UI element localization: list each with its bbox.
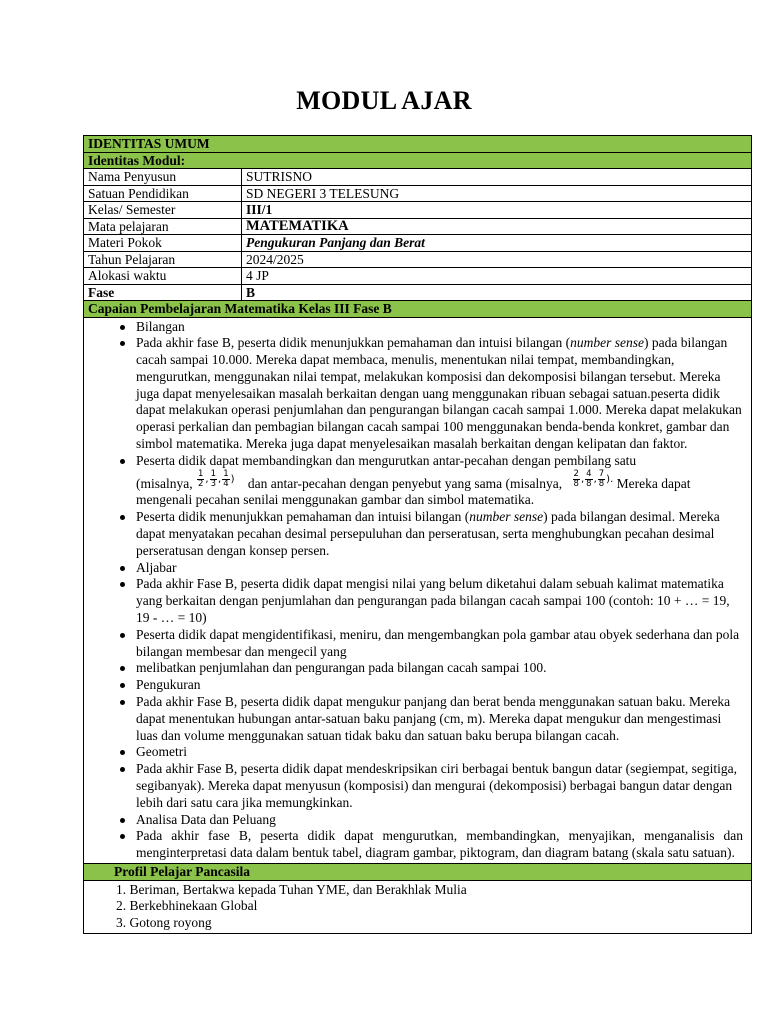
fraction-group-unit: $\frac{1}{2}$ , $\frac{1}{3}$ , $\frac{1}{4}$ ) (198, 468, 235, 489)
document-title: MODUL AJAR (296, 86, 472, 115)
row-label: Kelas/ Semester (84, 202, 242, 218)
identitas-modul-label: Identitas Modul: (88, 152, 186, 168)
list-item: Pada akhir Fase B, peserta didik dapat mengisi nilai yang belum diketahui dalam sebuah kalimat matematika yang berkaitan dengan penjumlahan dan pengurangan pada bilangan cacah sampai 100 (contoh: 10 + … = 19, 19 - … = 10) (118, 576, 743, 626)
section-header-identitas-umum (84, 136, 751, 153)
list-item: Peserta didik dapat membandingkan dan mengurutkan antar-pecahan dengan pembilang satu (misalnya, $\frac{1}{2}$ , $\frac{1}{3}$ , $\frac{1}{4}$ ) dan antar-pecahan dengan penyebut yang sama (misalnya, $\frac{2}{8}$ , $\frac{4}{8}$ , $\frac{7}{8}$ ). Mereka dapat mengenali pecahan senilai menggunakan gambar dan simbol matematika. (118, 453, 743, 509)
list-item: Pada akhir Fase B, peserta didik dapat mengukur panjang dan berat benda menggunakan satuan baku. Mereka dapat menentukan hubungan antar-satuan baku panjang (cm, m). Mereka dapat mengukur dan mengestimasi luas dan volume menggunakan satuan tidak baku dan satuan baku berupa bilangan cacah. (118, 694, 743, 744)
table-row (84, 202, 751, 219)
row-value: B (246, 284, 256, 300)
table-row (84, 169, 751, 186)
list-item: Pada akhir fase B, peserta didik menunjukkan pemahaman dan intuisi bilangan (number sense) pada bilangan cacah sampai 10.000. Mereka dapat membaca, menulis, menentukan nilai tempat, membandingkan, mengurutkan, menggunakan nilai tempat, melakukan komposisi dan dekomposisi bilangan tersebut. Mereka juga dapat menyelesaikan masalah berkaitan dengan uang menggunakan ribuan sebagai satuan.peserta didik dapat melakukan operasi penjumlahan dan pengurangan bilangan cacah sampai 1.000. Mereka dapat melakukan operasi perkalian dan pembagian bilangan cacah sampai 100 menggunakan benda-benda konkret, gambar dan simbol matematika. Mereka juga dapat menyelesaikan masalah berkaitan dengan kelipatan dan faktor. (118, 335, 743, 453)
list-item: Analisa Data dan Peluang (118, 812, 743, 829)
identity-table (83, 135, 752, 934)
list-item: Geometri (118, 744, 743, 761)
profil-title: Profil Pelajar Pancasila (114, 864, 250, 879)
table-row (84, 219, 751, 236)
table-row (84, 235, 751, 252)
row-label: Mata pelajaran (84, 219, 242, 235)
row-label: Tahun Pelajaran (84, 252, 242, 268)
section-header-profil (84, 864, 751, 881)
list-item: melibatkan penjumlahan dan pengurangan pada bilangan cacah sampai 100. (118, 660, 743, 677)
list-item: Peserta didik menunjukkan pemahaman dan intuisi bilangan (number sense) pada bilangan desimal. Mereka dapat menyatakan pecahan desimal persepuluhan dan perseratusan, serta menghubungkan pecahan desimal perseratusan dengan konsep persen. (118, 509, 743, 559)
row-value: SUTRISNO (246, 169, 313, 184)
list-item: Pada akhir Fase B, peserta didik dapat mendeskripsikan ciri berbagai bentuk bangun datar (segiempat, segitiga, segibanyak). Mereka dapat menyusun (komposisi) dan mengurai (dekomposisi) berbagai bangun datar dengan lebih dari satu cara jika memungkinkan. (118, 761, 743, 811)
list-item: Peserta didik dapat mengidentifikasi, meniru, dan mengembangkan pola gambar atau obyek sederhana dan pola bilangan membesar dan mengecil yang (118, 627, 743, 661)
row-value: MATEMATIKA (246, 217, 349, 234)
section-header-capaian (84, 301, 751, 318)
list-item: Pengukuran (118, 677, 743, 694)
list-item: Pada akhir fase B, peserta didik dapat mengurutkan, membandingkan, menyajikan, menganalisis dan menginterpretasi data dalam bentuk tabel, diagram gambar, piktogram, dan diagram batang (skala satu satuan). (118, 828, 743, 862)
capaian-title: Capaian Pembelajaran Matematika Kelas III Fase B (88, 301, 392, 316)
row-value: III/1 (246, 202, 273, 217)
row-label: Materi Pokok (84, 235, 242, 251)
list-item: Aljabar (118, 560, 743, 577)
row-label: Satuan Pendidikan (84, 186, 242, 202)
list-item: Bilangan (118, 319, 743, 336)
capaian-content (84, 318, 751, 865)
row-value: SD NEGERI 3 TELESUNG (246, 185, 400, 201)
list-item: 1. Beriman, Bertakwa kepada Tuhan YME, dan Berakhlak Mulia (116, 881, 467, 897)
fraction-group-same-denominator: $\frac{2}{8}$ , $\frac{4}{8}$ , $\frac{7}{8}$ ). (573, 468, 614, 489)
profil-content (84, 881, 751, 933)
list-item: 2. Berkebhinekaan Global (116, 898, 258, 914)
table-row (84, 268, 751, 285)
row-value: 4 JP (246, 268, 269, 283)
row-value: Pengukuran Panjang dan Berat (246, 235, 425, 250)
list-item: 3. Gotong royong (116, 915, 212, 931)
row-label: Nama Penyusun (84, 169, 242, 185)
table-row (84, 252, 751, 269)
section-header-identitas-modul (84, 153, 751, 170)
row-label: Alokasi waktu (84, 268, 242, 284)
identitas-umum-label: IDENTITAS UMUM (88, 136, 210, 151)
row-label: Fase (84, 285, 242, 301)
row-value: 2024/2025 (246, 251, 304, 267)
table-row (84, 186, 751, 203)
table-row (84, 285, 751, 302)
